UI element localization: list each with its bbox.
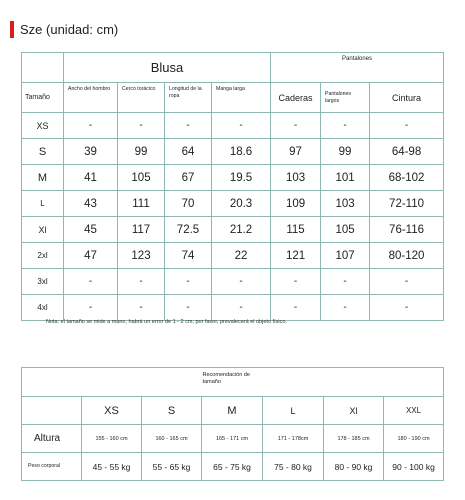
table-cell: 115 [271,217,321,243]
altura-label: Altura [22,425,82,453]
peso-cell: 75 - 80 kg [263,453,324,481]
column-header-row [22,83,444,113]
size-label: 2xl [22,243,64,269]
table-row [22,243,444,269]
table-cell: 41 [64,165,118,191]
table-cell: - [321,295,370,321]
table-row [22,139,444,165]
recommendation-table [21,367,444,481]
size-label: 3xl [22,269,64,295]
table-cell: - [212,295,271,321]
table-cell: - [165,295,212,321]
size-header: M [202,397,263,425]
size-header: XXL [384,397,444,425]
peso-row [22,453,444,481]
page-title: Sze (unidad: cm) [20,21,119,37]
recommendation-title-row [22,368,444,397]
table-cell: 99 [118,139,165,165]
table-cell: - [165,269,212,295]
table-cell: 101 [321,165,370,191]
group-header-row [22,53,444,83]
peso-cell: 90 - 100 kg [384,453,444,481]
table-cell: - [370,113,444,139]
table-cell: 43 [64,191,118,217]
table-cell: - [118,269,165,295]
table-cell: 22 [212,243,271,269]
table-row [22,113,444,139]
empty-cell [22,397,82,425]
table-cell: 64 [165,139,212,165]
table-row [22,191,444,217]
size-label: L [22,191,64,217]
table-cell: 107 [321,243,370,269]
table-cell: 109 [271,191,321,217]
table-cell: - [64,113,118,139]
table-cell: - [321,113,370,139]
col-header-tamano: Tamaño [22,83,64,113]
size-label: XS [22,113,64,139]
table-cell: 103 [321,191,370,217]
table-cell: 80-120 [370,243,444,269]
table-cell: - [321,269,370,295]
col-header-ancho: Ancho del hombro [64,83,118,113]
size-label: M [22,165,64,191]
table-cell: 45 [64,217,118,243]
table-cell: 111 [118,191,165,217]
table-cell: 70 [165,191,212,217]
table-cell: - [271,295,321,321]
table-cell: 105 [321,217,370,243]
group-pantalones: Pantalones [271,53,444,83]
altura-cell: 155 - 160 cm [82,425,142,453]
table-cell: 39 [64,139,118,165]
table-cell: - [118,113,165,139]
table-row [22,165,444,191]
table-cell: 64-98 [370,139,444,165]
page-header [10,20,118,38]
table-row [22,269,444,295]
peso-cell: 80 - 90 kg [324,453,384,481]
size-header: S [142,397,202,425]
col-header-cerco: Cerco torácico [118,83,165,113]
altura-row [22,425,444,453]
table-row [22,217,444,243]
peso-label: Peso corporal [22,453,82,481]
size-label: Xl [22,217,64,243]
table-cell: 21.2 [212,217,271,243]
table-cell: - [64,269,118,295]
col-header-pant-largos: Pantalones largos [321,83,370,113]
table-cell: - [212,269,271,295]
table-cell: - [370,269,444,295]
size-table [21,52,444,321]
size-label: S [22,139,64,165]
table-cell: 74 [165,243,212,269]
size-header: L [263,397,324,425]
peso-cell: 65 - 75 kg [202,453,263,481]
group-blusa: Blusa [64,53,271,83]
table-cell: 47 [64,243,118,269]
table-cell: - [271,113,321,139]
size-row [22,397,444,425]
table-cell: 97 [271,139,321,165]
table-cell: 18.6 [212,139,271,165]
col-header-longitud: Longitud de la ropa [165,83,212,113]
col-header-manga: Manga larga [212,83,271,113]
table-cell: - [271,269,321,295]
table-cell: 72.5 [165,217,212,243]
table-cell: 123 [118,243,165,269]
recommendation-title [22,368,444,397]
altura-cell: 160 - 165 cm [142,425,202,453]
altura-cell: 178 - 185 cm [324,425,384,453]
table-cell: - [118,295,165,321]
table-cell: 68-102 [370,165,444,191]
table-cell: - [370,295,444,321]
corner-cell [22,53,64,83]
peso-cell: 55 - 65 kg [142,453,202,481]
altura-cell: 165 - 171 cm [202,425,263,453]
measurement-note: Nota: el tamaño se mide a mano, habrá un error de 1 - 2 cm, por favor, prevalecerá el objeto físico. [46,319,287,325]
peso-cell: 45 - 55 kg [82,453,142,481]
altura-cell: 180 - 190 cm [384,425,444,453]
table-cell: 117 [118,217,165,243]
table-cell: 67 [165,165,212,191]
size-label: 4xl [22,295,64,321]
table-cell: 76-116 [370,217,444,243]
size-header: XS [82,397,142,425]
table-cell: - [165,113,212,139]
table-row [22,295,444,321]
col-header-caderas: Caderas [271,83,321,113]
table-cell: 19.5 [212,165,271,191]
table-cell: 20.3 [212,191,271,217]
col-header-cintura: Cintura [370,83,444,113]
table-cell: - [64,295,118,321]
accent-bar [10,21,14,38]
table-cell: 105 [118,165,165,191]
altura-cell: 171 - 178cm [263,425,324,453]
table-cell: - [212,113,271,139]
table-cell: 103 [271,165,321,191]
size-header: Xl [324,397,384,425]
recommendation-title-text: Recomendación de tamaño [202,372,250,386]
table-cell: 99 [321,139,370,165]
table-cell: 121 [271,243,321,269]
table-cell: 72-110 [370,191,444,217]
